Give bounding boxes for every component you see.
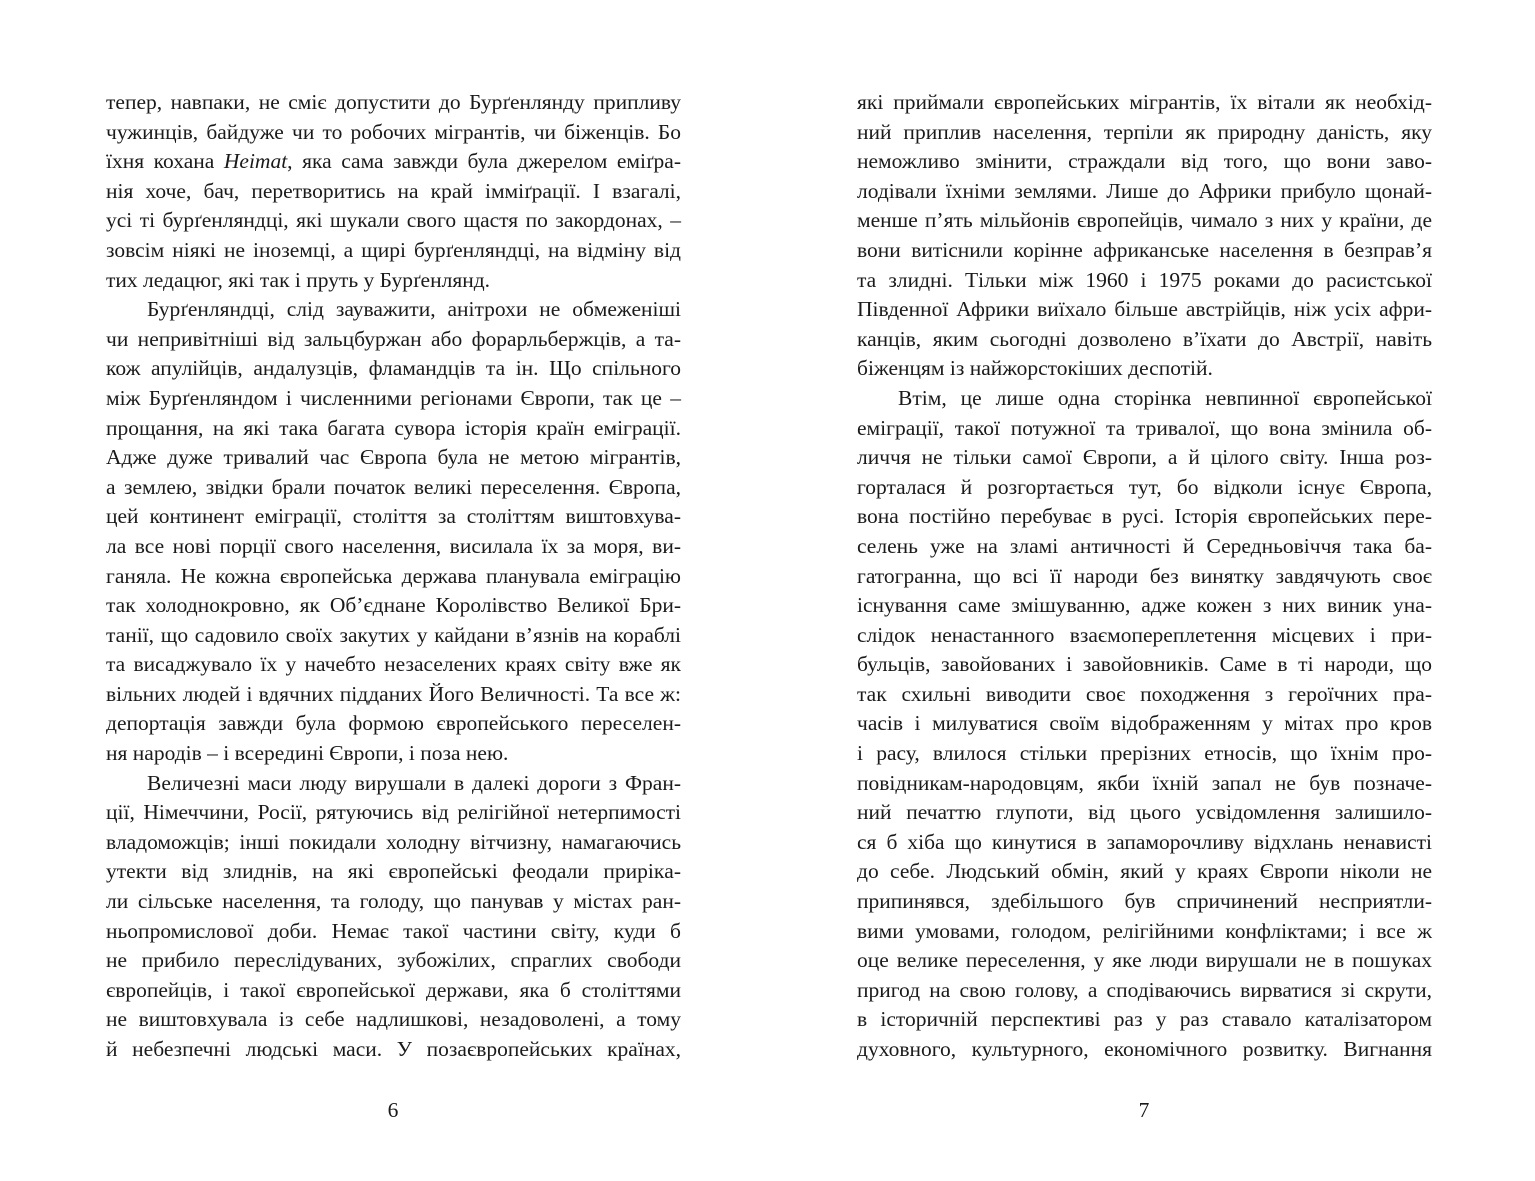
text-line: ла все нові порції свого населення, висилала їх за моря, ви- [106,533,681,558]
right-page-text [857,88,1432,1065]
left-page-text [106,88,681,1065]
text-line: й небезпечні людські маси. У позаєвропейських країнах, [106,1037,681,1061]
text-line: та висаджувало їх у начебто незаселених краях світу вже як [106,652,681,677]
text-line: тепер, навпаки, не сміє допустити до Бурґенлянду припливу [106,90,681,114]
page-number: 6 [387,1098,399,1122]
text-line: вільних людей і вдячних підданих Його Величності. Та все ж: [106,681,681,706]
text-line: не виштовхувала із себе надлишкові, незадоволені, а тому [106,1007,681,1032]
text-line: існування саме змішуванню, адже кожен з них виник уна- [857,593,1432,618]
text-line: слідок ненастанного взаємопереплетення місцевих і при- [857,622,1432,647]
text-line: пригод на свою голову, а сподіваючись вирватися зі скрути, [857,977,1432,1002]
text-line: прощання, на які така багата сувора історія країн еміграції. [106,415,681,440]
text-line: оце велике переселення, у яке люди вирушали не в пошуках [857,948,1432,973]
text-line: а землею, звідки брали початок великі переселення. Європа, [106,474,681,499]
text-segment: їхня кохана [106,149,224,174]
text-line: ня народів – і всередині Європи, і поза нею. [106,741,509,766]
text-line: ції, Німеччини, Росії, рятуючись від релігійної нетерпимості [106,800,681,825]
text-line: біженцям із найжорстокіших деспотій. [857,356,1213,381]
text-line: Величезні маси люду вирушали в далекі дороги з Фран- [147,770,681,795]
text-line: вими умовами, голодом, релігійними конфліктами; і все ж [857,918,1432,943]
text-line: припинявся, здебільшого був спричинений несприятли- [857,889,1432,914]
text-line: між Бурґенляндом і численними регіонами Європи, так це – [106,385,681,410]
text-line: ний приплив населення, терпіли як природну даність, яку [857,119,1432,144]
text-line: личчя не тільки самої Європи, а й цілого світу. Інша роз- [857,445,1432,470]
text-line: утекти від злиднів, на які європейські феодали прирікa- [106,859,681,884]
text-line: цей континент еміграції, століття за століттям виштовхува- [106,504,681,529]
text-line: бульців, завойованих і завойовників. Саме в ті народи, що [857,652,1432,677]
text-line: Бурґенляндці, слід зауважити, анітрохи не обмеженіші [147,297,681,322]
text-line: Південної Африки виїхало більше австрійців, ніж усіх афри- [857,297,1432,322]
text-line [106,147,681,177]
text-line: кож апулійців, андалузців, фламандців та ін. Що спільного [106,356,681,381]
text-line: чи непривітніші від зальцбуржан або форарльбержців, а та- [106,326,681,351]
text-line: зовсім ніякі не іноземці, а щирі бурґенляндці, на відміну від [106,237,681,262]
text-line: ли сільське населення, та голоду, що панував у містах ран- [106,889,681,914]
text-line: європейців, і такої європейської держави, яка б століттями [106,977,681,1002]
text-line: депортація завжди була формою європейського переселен- [106,711,681,736]
text-line: Адже дуже тривалий час Європа була не метою мігрантів, [106,445,681,470]
text-line: неможливо змінити, страждали від того, що вони заво- [857,149,1432,174]
text-line: ганяла. Не кожна європейська держава планувала еміграцію [106,563,681,588]
text-line: менше п’ять мільйонів європейців, чимало з них у країни, де [857,208,1432,233]
text-line: до себе. Людський обмін, який у краях Європи ніколи не [857,859,1432,884]
text-line: так холоднокровно, як Об’єднане Королівство Великої Бри- [106,593,681,618]
text-line: танії, що садовило своїх закутих у кайдани в’язнів на кораблі [106,622,681,647]
text-line: ньопромислової доби. Немає такої частини світу, куди б [106,918,681,943]
text-line: Втім, це лише одна сторінка невпинної європейської [898,385,1432,410]
text-line: вони витіснили корінне африканське населення в безправ’я [857,237,1432,262]
text-line: ся б хіба що кинутися в запаморочливу відхлань ненависті [857,829,1432,854]
italic-word: Heimat [223,149,288,174]
text-line: та злидні. Тільки між 1960 і 1975 роками до расистської [857,267,1432,292]
text-line: тих ледацюг, які так і пруть у Бурґенлянд. [106,267,491,292]
text-line: повідникам-народовцям, якби їхній запал не був позначе- [857,770,1432,795]
text-line: лодівали їхніми землями. Лише до Африки прибуло щонай- [857,178,1432,203]
text-line: нія хоче, бач, перетворитись на край імміґрації. І взагалі, [106,178,681,203]
text-line: часів і милуватися своїм відображенням у мітах про кров [857,711,1432,736]
text-line: так схильні виводити своє походження з героїчних пра- [857,681,1432,706]
text-line: духовного, культурного, економічного розвитку. Вигнання [857,1037,1432,1061]
text-line: в історичній перспективі раз у раз ставало каталізатором [857,1007,1432,1032]
text-segment: , яка сама завжди була джерелом еміґра- [287,149,682,174]
text-line: не прибило переслідуваних, зубожілих, спраглих свободи [106,948,681,973]
text-line: вона постійно перебуває в русі. Історія європейських пере- [857,504,1432,529]
text-line: чужинців, байдуже чи то робочих мігрантів, чи біженців. Бо [106,119,681,144]
text-line: гатогранна, що всі її народи без винятку завдячують своє [857,563,1432,588]
text-line: усі ті бурґенляндці, які шукали свого щастя по закордонах, – [106,208,681,233]
text-line: горталася й розгортається тут, бо відколи існує Європа, [857,474,1432,499]
text-line: еміграції, такої потужної та тривалої, що вона змінила об- [857,415,1432,440]
text-line: і расу, влилося стільки прерізних етносів, що їхнім про- [857,741,1432,766]
text-line: селень уже на зламі античності й Середньовіччя така ба- [857,533,1432,558]
page-number: 7 [1138,1098,1150,1122]
text-line: які приймали європейських мігрантів, їх вітали як необхід- [857,90,1432,114]
text-line: ний печаттю глупоти, від цього усвідомлення залишило- [857,800,1432,825]
text-line: канців, яким сьогодні дозволено в’їхати до Австрії, навіть [857,326,1432,351]
text-line: владоможців; інші покидали холодну вітчизну, намагаючись [106,829,681,854]
